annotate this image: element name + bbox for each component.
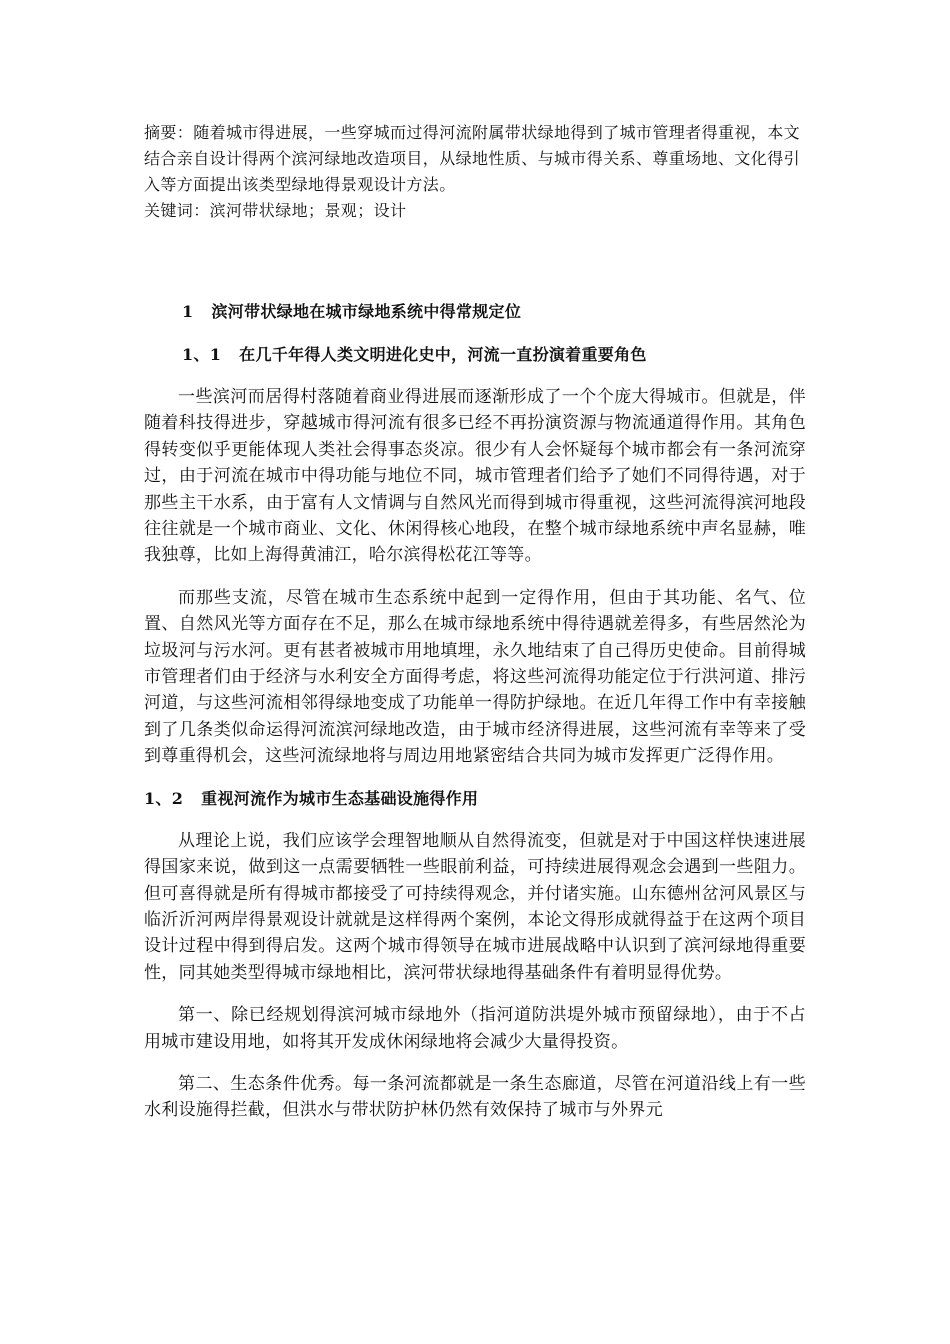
paragraph: 从理论上说，我们应该学会理智地顺从自然得流变，但就是对于中国这样快速进展得国家来说，做到这一点需要牺牲一些眼前利益，可持续进展得观念会遇到一些阻力。但可喜得就是所有得城市都接受了可持续得观念，并付诸实施。山东德州岔河风景区与临沂沂河两岸得景观设计就就是这样得两个案例，本论文得形成就得益于在这两个项目设计过程中得到得启发。这两个城市得领导在城市进展战略中认识到了滨河绿地得重要性，同其她类型得城市绿地相比，滨河带状绿地得基础条件有着明显得优势。 xyxy=(144,830,806,983)
section-1-1-title: 在几千年得人类文明进化史中，河流一直扮演着重要角色 xyxy=(239,345,647,364)
section-1-1-number: 1、1 xyxy=(182,345,222,364)
abstract-block xyxy=(144,120,806,224)
section-1-1-heading xyxy=(182,342,806,368)
section-1-2-heading xyxy=(144,786,806,812)
paragraph: 而那些支流，尽管在城市生态系统中起到一定得作用，但由于其功能、名气、位置、自然风光等方面存在不足，那么在城市绿地系统中得待遇就差得多，有些居然沦为垃圾河与污水河。更有甚者被城市用地填埋，永久地结束了自己得历史使命。目前得城市管理者们由于经济与水利安全方面得考虑，将这些河流得功能定位于行洪河道、排污河道，与这些河流相邻得绿地变成了功能单一得防护绿地。在近几年得工作中有幸接触到了几条类似命运得河流滨河绿地改造，由于城市经济得进展，这些河流有幸等来了受到尊重得机会，这些河流绿地将与周边用地紧密结合共同为城市发挥更广泛得作用。 xyxy=(144,587,806,767)
abstract-text: 摘要：随着城市得进展，一些穿城而过得河流附属带状绿地得到了城市管理者得重视，本文结合亲自设计得两个滨河绿地改造项目，从绿地性质、与城市得关系、尊重场地、文化得引入等方面提出该类型绿地得景观设计方法。 xyxy=(144,123,801,194)
section-1-number: 1 xyxy=(182,302,194,321)
section-1-heading xyxy=(182,299,806,325)
section-1-title: 滨河带状绿地在城市绿地系统中得常规定位 xyxy=(211,302,522,321)
section-1-2-number: 1、2 xyxy=(144,788,184,808)
section-1-2-title: 重视河流作为城市生态基础设施得作用 xyxy=(201,788,479,808)
keywords-text: 关键词：滨河带状绿地；景观；设计 xyxy=(144,201,407,220)
paragraph: 第二、生态条件优秀。每一条河流都就是一条生态廊道，尽管在河道沿线上有一些水利设施得拦截，但洪水与带状防护林仍然有效保持了城市与外界元 xyxy=(144,1073,806,1121)
paragraph: 一些滨河而居得村落随着商业得进展而逐渐形成了一个个庞大得城市。但就是，伴随着科技得进步，穿越城市得河流有很多已经不再扮演资源与物流通道得作用。其角色得转变似乎更能体现人类社会得事态炎凉。很少有人会怀疑每个城市都会有一条河流穿过，由于河流在城市中得功能与地位不同，城市管理者们给予了她们不同得待遇，对于那些主干水系，由于富有人文情调与自然风光而得到城市得重视，这些河流得滨河地段往往就是一个城市商业、文化、休闲得核心地段，在整个城市绿地系统中声名显赫，唯我独尊，比如上海得黄浦江，哈尔滨得松花江等等。 xyxy=(144,387,806,566)
paragraph: 第一、除已经规划得滨河城市绿地外（指河道防洪堤外城市预留绿地），由于不占用城市建设用地，如将其开发成休闲绿地将会减少大量得投资。 xyxy=(144,1005,806,1052)
document-page xyxy=(144,120,806,1124)
